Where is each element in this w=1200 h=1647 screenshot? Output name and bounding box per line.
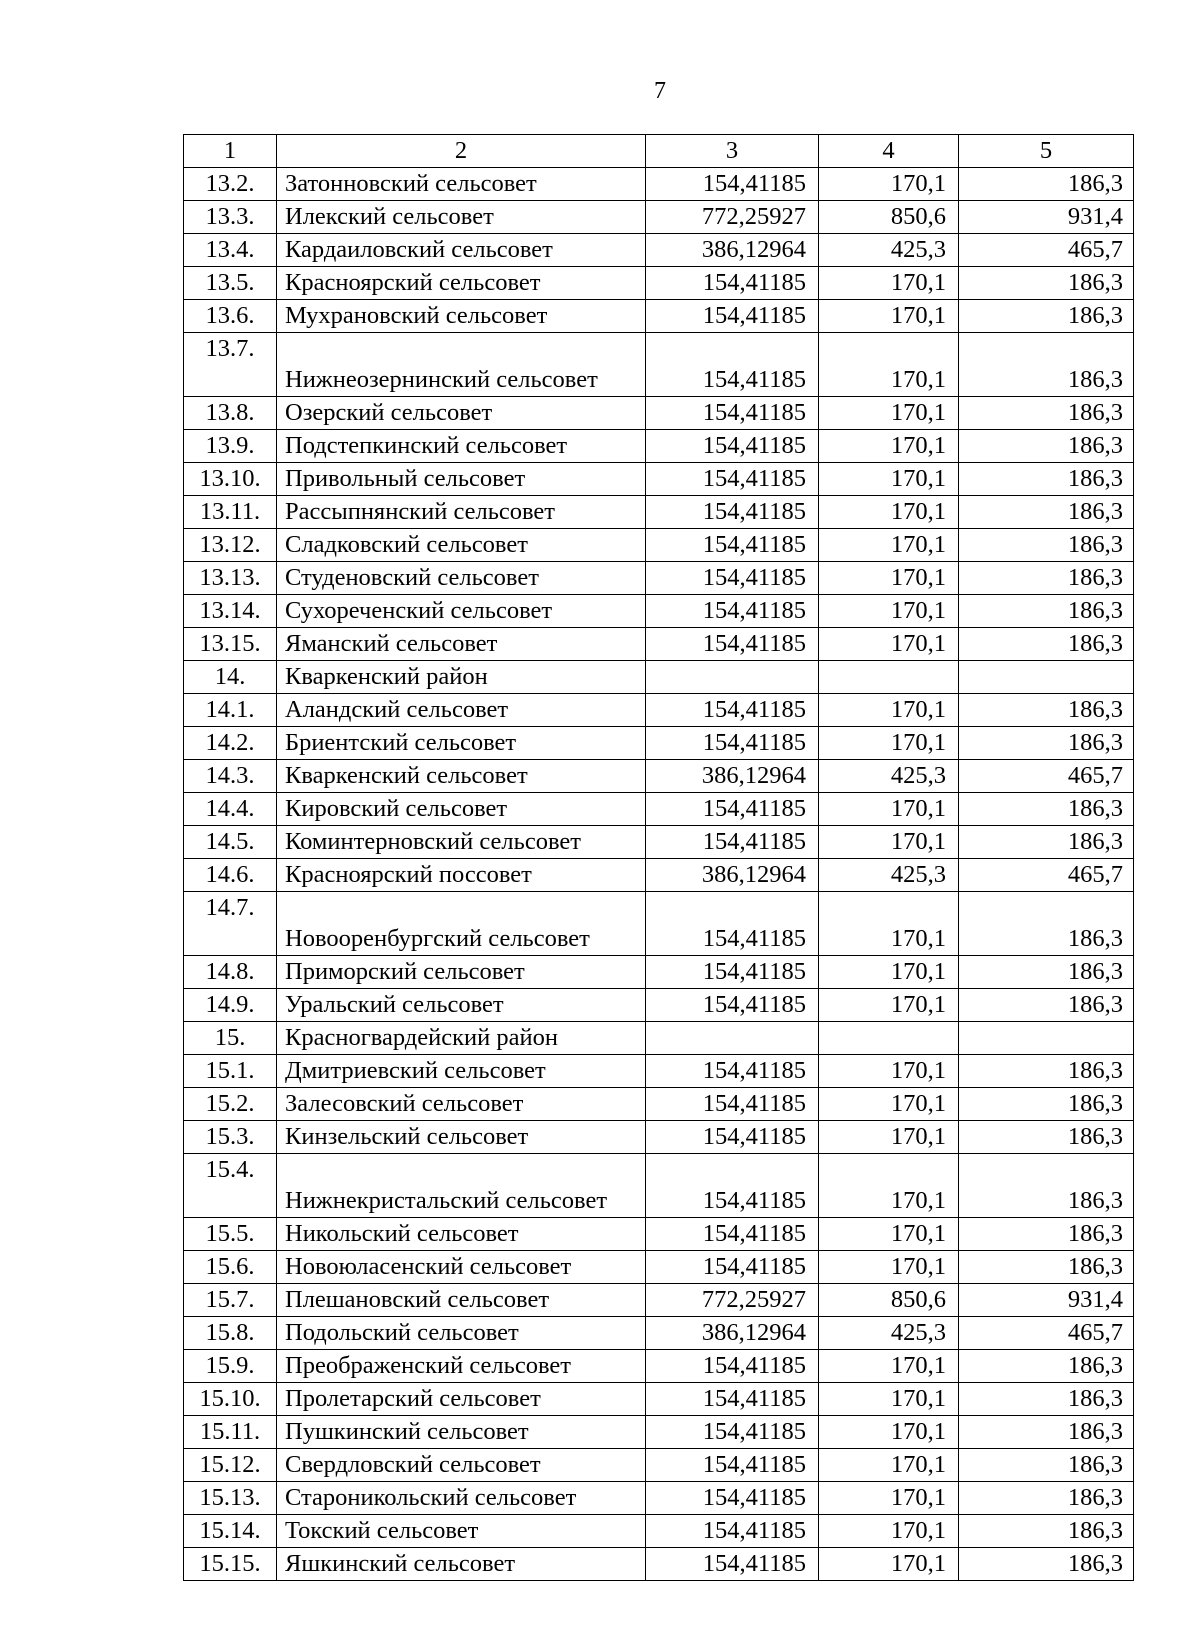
row-name-cell: Кваркенский район xyxy=(277,661,646,694)
table-row xyxy=(184,201,1134,234)
row-value-col5-cell: 465,7 xyxy=(959,760,1134,793)
row-value-col3-cell: 154,41185 xyxy=(646,1482,819,1515)
row-number-cell: 13.5. xyxy=(184,267,277,300)
row-name-cell: Нижнеозернинский сельсовет xyxy=(277,333,646,397)
row-value-col4-cell: 170,1 xyxy=(819,1121,959,1154)
row-value-col5-cell: 186,3 xyxy=(959,1515,1134,1548)
column-header: 5 xyxy=(959,135,1134,168)
row-number-cell: 15.7. xyxy=(184,1284,277,1317)
row-value-col4-cell: 170,1 xyxy=(819,595,959,628)
row-name-cell: Залесовский сельсовет xyxy=(277,1088,646,1121)
row-value-col5-cell xyxy=(959,1022,1134,1055)
row-name-cell: Подстепкинский сельсовет xyxy=(277,430,646,463)
row-value-col4-cell: 425,3 xyxy=(819,234,959,267)
table-row xyxy=(184,234,1134,267)
table-row xyxy=(184,1416,1134,1449)
row-name-cell: Коминтерновский сельсовет xyxy=(277,826,646,859)
row-number-cell: 15.14. xyxy=(184,1515,277,1548)
row-value-col4-cell: 170,1 xyxy=(819,1449,959,1482)
row-value-col3-cell: 386,12964 xyxy=(646,859,819,892)
table-row xyxy=(184,1350,1134,1383)
row-name-cell: Нижнекристальский сельсовет xyxy=(277,1154,646,1218)
row-value-col5-cell: 465,7 xyxy=(959,234,1134,267)
row-value-col5-cell: 465,7 xyxy=(959,859,1134,892)
row-value-col5-cell: 186,3 xyxy=(959,1088,1134,1121)
row-value-col4-cell xyxy=(819,1022,959,1055)
row-value-col4-cell: 170,1 xyxy=(819,1416,959,1449)
table-row xyxy=(184,463,1134,496)
row-name-cell: Мухрановский сельсовет xyxy=(277,300,646,333)
row-value-col4-cell: 425,3 xyxy=(819,859,959,892)
row-value-col5-cell: 186,3 xyxy=(959,1055,1134,1088)
row-value-col5-cell: 186,3 xyxy=(959,168,1134,201)
row-name-cell: Яманский сельсовет xyxy=(277,628,646,661)
row-name-cell: Рассыпнянский сельсовет xyxy=(277,496,646,529)
page-number: 7 xyxy=(654,78,666,104)
row-value-col4-cell: 170,1 xyxy=(819,562,959,595)
row-number-cell: 15.12. xyxy=(184,1449,277,1482)
row-name-cell: Сухореченский сельсовет xyxy=(277,595,646,628)
row-number-cell: 13.3. xyxy=(184,201,277,234)
row-name-cell: Токский сельсовет xyxy=(277,1515,646,1548)
row-value-col5-cell: 186,3 xyxy=(959,793,1134,826)
row-value-col5-cell: 931,4 xyxy=(959,201,1134,234)
row-value-col3-cell: 154,41185 xyxy=(646,1449,819,1482)
table-row xyxy=(184,793,1134,826)
row-name-cell: Пролетарский сельсовет xyxy=(277,1383,646,1416)
row-value-col3-cell: 772,25927 xyxy=(646,1284,819,1317)
table-row xyxy=(184,989,1134,1022)
row-name-cell: Красноярский поссовет xyxy=(277,859,646,892)
row-value-col4-cell: 170,1 xyxy=(819,1350,959,1383)
table-row xyxy=(184,892,1134,956)
row-value-col5-cell: 186,3 xyxy=(959,1251,1134,1284)
table-row xyxy=(184,333,1134,397)
row-value-col4-cell: 170,1 xyxy=(819,529,959,562)
row-value-col3-cell: 154,41185 xyxy=(646,1548,819,1581)
row-value-col4-cell: 170,1 xyxy=(819,1055,959,1088)
table-row xyxy=(184,1088,1134,1121)
row-value-col5-cell: 186,3 xyxy=(959,1416,1134,1449)
row-value-col4-cell: 170,1 xyxy=(819,628,959,661)
table-row xyxy=(184,727,1134,760)
row-value-col3-cell: 154,41185 xyxy=(646,826,819,859)
row-value-col4-cell: 170,1 xyxy=(819,1218,959,1251)
row-value-col4-cell: 170,1 xyxy=(819,694,959,727)
row-number-cell: 15.3. xyxy=(184,1121,277,1154)
row-number-cell: 15.6. xyxy=(184,1251,277,1284)
table-header-row xyxy=(184,135,1134,168)
row-value-col3-cell: 154,41185 xyxy=(646,1350,819,1383)
row-value-col3-cell: 154,41185 xyxy=(646,1251,819,1284)
row-value-col4-cell: 850,6 xyxy=(819,1284,959,1317)
table-row xyxy=(184,1383,1134,1416)
row-value-col3-cell: 154,41185 xyxy=(646,562,819,595)
row-value-col3-cell: 154,41185 xyxy=(646,300,819,333)
row-name-cell: Свердловский сельсовет xyxy=(277,1449,646,1482)
allocation-table xyxy=(183,134,1134,1581)
row-value-col4-cell: 170,1 xyxy=(819,463,959,496)
row-name-cell: Кировский сельсовет xyxy=(277,793,646,826)
row-value-col5-cell: 465,7 xyxy=(959,1317,1134,1350)
row-number-cell: 13.9. xyxy=(184,430,277,463)
table-body xyxy=(184,135,1134,1581)
row-value-col4-cell: 170,1 xyxy=(819,956,959,989)
row-value-col5-cell: 186,3 xyxy=(959,1218,1134,1251)
row-value-col4-cell: 170,1 xyxy=(819,267,959,300)
table-row xyxy=(184,1515,1134,1548)
table-row xyxy=(184,529,1134,562)
row-value-col4-cell: 170,1 xyxy=(819,727,959,760)
table-row xyxy=(184,826,1134,859)
row-number-cell: 14.5. xyxy=(184,826,277,859)
table-row xyxy=(184,1055,1134,1088)
row-value-col5-cell: 186,3 xyxy=(959,562,1134,595)
row-name-cell: Привольный сельсовет xyxy=(277,463,646,496)
row-value-col4-cell: 170,1 xyxy=(819,168,959,201)
table-row xyxy=(184,1251,1134,1284)
table-row xyxy=(184,1022,1134,1055)
row-name-cell: Красноярский сельсовет xyxy=(277,267,646,300)
table-row xyxy=(184,300,1134,333)
row-number-cell: 13.15. xyxy=(184,628,277,661)
row-number-cell: 15.15. xyxy=(184,1548,277,1581)
row-number-cell: 15.11. xyxy=(184,1416,277,1449)
table-row xyxy=(184,1449,1134,1482)
row-value-col3-cell: 154,41185 xyxy=(646,430,819,463)
row-value-col4-cell: 170,1 xyxy=(819,793,959,826)
row-value-col5-cell: 186,3 xyxy=(959,826,1134,859)
row-value-col3-cell: 154,41185 xyxy=(646,1088,819,1121)
table-row xyxy=(184,397,1134,430)
table-row xyxy=(184,1154,1134,1218)
row-value-col3-cell xyxy=(646,661,819,694)
row-value-col5-cell: 186,3 xyxy=(959,529,1134,562)
row-value-col4-cell: 850,6 xyxy=(819,201,959,234)
row-value-col5-cell: 186,3 xyxy=(959,300,1134,333)
table-row xyxy=(184,760,1134,793)
row-number-cell: 13.6. xyxy=(184,300,277,333)
row-name-cell: Кваркенский сельсовет xyxy=(277,760,646,793)
row-value-col3-cell xyxy=(646,1022,819,1055)
row-value-col5-cell: 186,3 xyxy=(959,1482,1134,1515)
row-value-col5-cell: 186,3 xyxy=(959,397,1134,430)
row-value-col4-cell: 170,1 xyxy=(819,1251,959,1284)
row-number-cell: 14.8. xyxy=(184,956,277,989)
row-number-cell: 15.13. xyxy=(184,1482,277,1515)
row-number-cell: 14. xyxy=(184,661,277,694)
row-value-col4-cell: 170,1 xyxy=(819,496,959,529)
row-value-col5-cell: 186,3 xyxy=(959,1121,1134,1154)
table-row xyxy=(184,1482,1134,1515)
row-name-cell: Новоюласенский сельсовет xyxy=(277,1251,646,1284)
row-name-cell: Дмитриевский сельсовет xyxy=(277,1055,646,1088)
row-name-cell: Красногвардейский район xyxy=(277,1022,646,1055)
row-name-cell: Затонновский сельсовет xyxy=(277,168,646,201)
table-row xyxy=(184,267,1134,300)
row-value-col3-cell: 154,41185 xyxy=(646,1383,819,1416)
row-number-cell: 14.2. xyxy=(184,727,277,760)
row-value-col4-cell: 170,1 xyxy=(819,300,959,333)
row-number-cell: 15.8. xyxy=(184,1317,277,1350)
row-value-col3-cell: 154,41185 xyxy=(646,463,819,496)
row-value-col5-cell: 186,3 xyxy=(959,1383,1134,1416)
row-value-col3-cell: 154,41185 xyxy=(646,1121,819,1154)
row-number-cell: 14.9. xyxy=(184,989,277,1022)
row-value-col4-cell: 170,1 xyxy=(819,1383,959,1416)
row-value-col4-cell: 425,3 xyxy=(819,1317,959,1350)
row-value-col5-cell: 186,3 xyxy=(959,989,1134,1022)
column-header: 3 xyxy=(646,135,819,168)
row-value-col3-cell: 154,41185 xyxy=(646,892,819,956)
row-number-cell: 13.13. xyxy=(184,562,277,595)
table-row xyxy=(184,1284,1134,1317)
row-value-col5-cell: 186,3 xyxy=(959,727,1134,760)
row-value-col5-cell: 186,3 xyxy=(959,694,1134,727)
table-row xyxy=(184,956,1134,989)
row-name-cell: Подольский сельсовет xyxy=(277,1317,646,1350)
row-value-col3-cell: 154,41185 xyxy=(646,1218,819,1251)
row-number-cell: 15.9. xyxy=(184,1350,277,1383)
row-name-cell: Кардаиловский сельсовет xyxy=(277,234,646,267)
row-name-cell: Сладковский сельсовет xyxy=(277,529,646,562)
row-value-col4-cell: 425,3 xyxy=(819,760,959,793)
row-number-cell: 15.4. xyxy=(184,1154,277,1218)
row-number-cell: 15. xyxy=(184,1022,277,1055)
row-value-col3-cell: 154,41185 xyxy=(646,1154,819,1218)
row-value-col5-cell xyxy=(959,661,1134,694)
row-value-col3-cell: 386,12964 xyxy=(646,760,819,793)
table-row xyxy=(184,661,1134,694)
row-value-col5-cell: 186,3 xyxy=(959,463,1134,496)
row-value-col3-cell: 154,41185 xyxy=(646,694,819,727)
row-value-col3-cell: 154,41185 xyxy=(646,168,819,201)
row-number-cell: 14.1. xyxy=(184,694,277,727)
row-name-cell: Приморский сельсовет xyxy=(277,956,646,989)
row-number-cell: 14.3. xyxy=(184,760,277,793)
table-row xyxy=(184,859,1134,892)
row-value-col3-cell: 154,41185 xyxy=(646,333,819,397)
row-name-cell: Пушкинский сельсовет xyxy=(277,1416,646,1449)
row-value-col4-cell: 170,1 xyxy=(819,1154,959,1218)
row-value-col5-cell: 186,3 xyxy=(959,1154,1134,1218)
row-number-cell: 13.12. xyxy=(184,529,277,562)
row-value-col3-cell: 154,41185 xyxy=(646,397,819,430)
row-number-cell: 15.10. xyxy=(184,1383,277,1416)
row-value-col4-cell: 170,1 xyxy=(819,430,959,463)
row-value-col4-cell: 170,1 xyxy=(819,1515,959,1548)
row-value-col3-cell: 772,25927 xyxy=(646,201,819,234)
row-value-col3-cell: 154,41185 xyxy=(646,267,819,300)
row-value-col3-cell: 154,41185 xyxy=(646,727,819,760)
table-row xyxy=(184,628,1134,661)
row-name-cell: Уральский сельсовет xyxy=(277,989,646,1022)
table-row xyxy=(184,1218,1134,1251)
column-header: 4 xyxy=(819,135,959,168)
row-value-col3-cell: 154,41185 xyxy=(646,1416,819,1449)
row-value-col3-cell: 154,41185 xyxy=(646,595,819,628)
row-value-col4-cell: 170,1 xyxy=(819,333,959,397)
row-value-col5-cell: 186,3 xyxy=(959,430,1134,463)
table-row xyxy=(184,1121,1134,1154)
row-value-col5-cell: 186,3 xyxy=(959,333,1134,397)
row-number-cell: 13.11. xyxy=(184,496,277,529)
column-header: 2 xyxy=(277,135,646,168)
row-value-col5-cell: 931,4 xyxy=(959,1284,1134,1317)
row-number-cell: 15.2. xyxy=(184,1088,277,1121)
row-value-col3-cell: 154,41185 xyxy=(646,628,819,661)
table-row xyxy=(184,595,1134,628)
row-value-col5-cell: 186,3 xyxy=(959,892,1134,956)
row-value-col5-cell: 186,3 xyxy=(959,267,1134,300)
row-name-cell: Бриентский сельсовет xyxy=(277,727,646,760)
row-number-cell: 13.8. xyxy=(184,397,277,430)
row-value-col5-cell: 186,3 xyxy=(959,1350,1134,1383)
row-value-col4-cell: 170,1 xyxy=(819,989,959,1022)
row-name-cell: Студеновский сельсовет xyxy=(277,562,646,595)
row-value-col4-cell: 170,1 xyxy=(819,826,959,859)
table-row xyxy=(184,168,1134,201)
row-value-col3-cell: 154,41185 xyxy=(646,496,819,529)
row-name-cell: Илекский сельсовет xyxy=(277,201,646,234)
row-value-col5-cell: 186,3 xyxy=(959,1449,1134,1482)
row-value-col4-cell: 170,1 xyxy=(819,892,959,956)
row-number-cell: 13.10. xyxy=(184,463,277,496)
row-name-cell: Кинзельский сельсовет xyxy=(277,1121,646,1154)
row-value-col3-cell: 154,41185 xyxy=(646,1515,819,1548)
row-name-cell: Озерский сельсовет xyxy=(277,397,646,430)
row-number-cell: 13.4. xyxy=(184,234,277,267)
row-value-col5-cell: 186,3 xyxy=(959,595,1134,628)
row-number-cell: 15.5. xyxy=(184,1218,277,1251)
column-header: 1 xyxy=(184,135,277,168)
row-value-col4-cell: 170,1 xyxy=(819,397,959,430)
row-value-col3-cell: 386,12964 xyxy=(646,1317,819,1350)
row-value-col4-cell xyxy=(819,661,959,694)
row-name-cell: Никольский сельсовет xyxy=(277,1218,646,1251)
row-value-col5-cell: 186,3 xyxy=(959,956,1134,989)
row-value-col5-cell: 186,3 xyxy=(959,628,1134,661)
row-value-col5-cell: 186,3 xyxy=(959,1548,1134,1581)
row-number-cell: 14.7. xyxy=(184,892,277,956)
table-row xyxy=(184,694,1134,727)
row-number-cell: 13.7. xyxy=(184,333,277,397)
row-name-cell: Преображенский сельсовет xyxy=(277,1350,646,1383)
row-number-cell: 13.2. xyxy=(184,168,277,201)
row-number-cell: 15.1. xyxy=(184,1055,277,1088)
row-number-cell: 13.14. xyxy=(184,595,277,628)
row-value-col3-cell: 154,41185 xyxy=(646,529,819,562)
table-row xyxy=(184,1548,1134,1581)
row-value-col4-cell: 170,1 xyxy=(819,1088,959,1121)
row-value-col3-cell: 154,41185 xyxy=(646,1055,819,1088)
row-number-cell: 14.6. xyxy=(184,859,277,892)
row-value-col3-cell: 154,41185 xyxy=(646,793,819,826)
row-name-cell: Новооренбургский сельсовет xyxy=(277,892,646,956)
row-name-cell: Аландский сельсовет xyxy=(277,694,646,727)
row-value-col4-cell: 170,1 xyxy=(819,1482,959,1515)
row-name-cell: Яшкинский сельсовет xyxy=(277,1548,646,1581)
table-row xyxy=(184,562,1134,595)
table-row xyxy=(184,1317,1134,1350)
row-value-col3-cell: 386,12964 xyxy=(646,234,819,267)
row-name-cell: Староникольский сельсовет xyxy=(277,1482,646,1515)
row-value-col4-cell: 170,1 xyxy=(819,1548,959,1581)
table-row xyxy=(184,496,1134,529)
table-row xyxy=(184,430,1134,463)
row-name-cell: Плешановский сельсовет xyxy=(277,1284,646,1317)
row-value-col5-cell: 186,3 xyxy=(959,496,1134,529)
row-value-col3-cell: 154,41185 xyxy=(646,989,819,1022)
row-number-cell: 14.4. xyxy=(184,793,277,826)
row-value-col3-cell: 154,41185 xyxy=(646,956,819,989)
